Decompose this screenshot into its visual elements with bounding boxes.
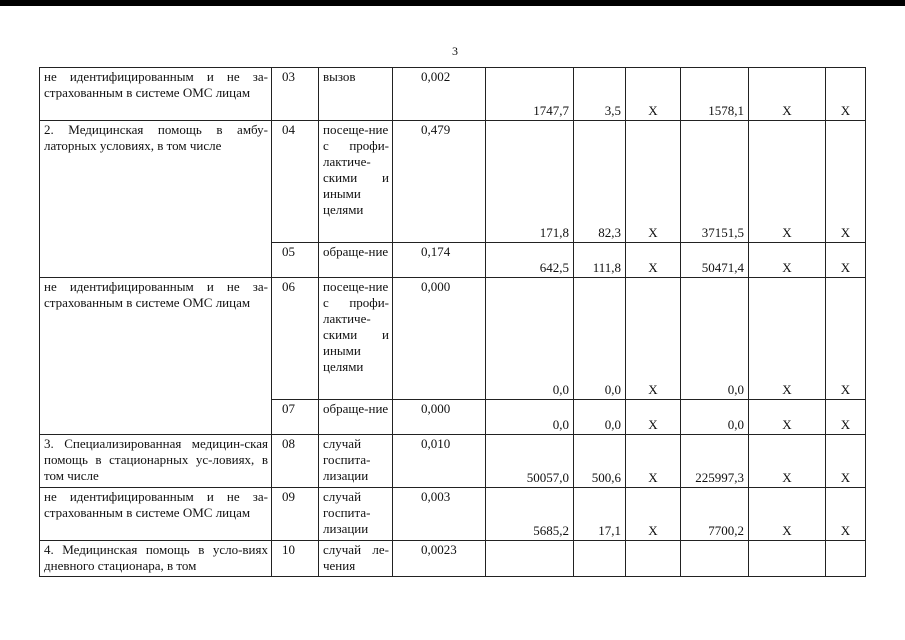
row-value-4: 225997,3 — [681, 435, 749, 488]
row-value-4 — [681, 541, 749, 577]
row-value-5: Х — [749, 68, 826, 121]
tariff-table — [39, 67, 866, 577]
row-code: 03 — [272, 68, 319, 121]
scan-top-edge — [0, 0, 905, 6]
row-value-5: Х — [749, 243, 826, 278]
row-value-6: Х — [826, 435, 866, 488]
table-row — [40, 121, 866, 243]
row-norm: 0,010 — [393, 435, 486, 488]
table-row — [40, 278, 866, 400]
row-value-3: Х — [626, 278, 681, 400]
row-name: 3. Специализированная медицин-ская помощь в стационарных ус-ловиях, в том числе — [40, 435, 272, 488]
row-value-1: 5685,2 — [486, 488, 574, 541]
row-value-3: Х — [626, 121, 681, 243]
row-value-5: Х — [749, 400, 826, 435]
row-unit: посеще-ние с профи-лактиче-скими и иными целями — [319, 121, 393, 243]
row-name: 4. Медицинская помощь в усло-виях дневного стационара, в том — [40, 541, 272, 577]
row-value-2: 82,3 — [574, 121, 626, 243]
row-value-3: Х — [626, 400, 681, 435]
row-norm: 0,0023 — [393, 541, 486, 577]
row-norm: 0,000 — [393, 278, 486, 400]
row-value-6: Х — [826, 278, 866, 400]
row-value-5: Х — [749, 488, 826, 541]
row-name: 2. Медицинская помощь в амбу-латорных условиях, в том числе — [40, 121, 272, 278]
row-name: не идентифицированным и не за-страхованным в системе ОМС лицам — [40, 488, 272, 541]
row-norm: 0,000 — [393, 400, 486, 435]
row-name: не идентифицированным и не за-страхованным в системе ОМС лицам — [40, 278, 272, 435]
row-value-1: 1747,7 — [486, 68, 574, 121]
row-value-5 — [749, 541, 826, 577]
row-unit: посеще-ние с профи-лактиче-скими и иными целями — [319, 278, 393, 400]
row-unit: обраще-ние — [319, 243, 393, 278]
row-value-2: 3,5 — [574, 68, 626, 121]
row-name: не идентифицированным и не за-страхованным в системе ОМС лицам — [40, 68, 272, 121]
page-number: 3 — [452, 44, 458, 58]
row-value-6 — [826, 541, 866, 577]
row-code: 05 — [272, 243, 319, 278]
row-value-1 — [486, 541, 574, 577]
row-value-3: Х — [626, 435, 681, 488]
row-code: 04 — [272, 121, 319, 243]
row-value-1: 171,8 — [486, 121, 574, 243]
row-value-3 — [626, 541, 681, 577]
row-value-6: Х — [826, 488, 866, 541]
row-value-3: Х — [626, 68, 681, 121]
row-value-2: 0,0 — [574, 278, 626, 400]
table-row — [40, 435, 866, 488]
row-value-2: 500,6 — [574, 435, 626, 488]
row-value-5: Х — [749, 278, 826, 400]
row-value-4: 0,0 — [681, 278, 749, 400]
row-value-5: Х — [749, 121, 826, 243]
row-value-4: 7700,2 — [681, 488, 749, 541]
row-norm: 0,003 — [393, 488, 486, 541]
row-unit: случай госпита-лизации — [319, 488, 393, 541]
row-value-4: 1578,1 — [681, 68, 749, 121]
row-value-6: Х — [826, 243, 866, 278]
row-value-3: Х — [626, 488, 681, 541]
row-norm: 0,002 — [393, 68, 486, 121]
row-value-5: Х — [749, 435, 826, 488]
row-value-2: 17,1 — [574, 488, 626, 541]
row-value-4: 37151,5 — [681, 121, 749, 243]
row-norm: 0,479 — [393, 121, 486, 243]
row-value-1: 642,5 — [486, 243, 574, 278]
row-code: 06 — [272, 278, 319, 400]
row-value-6: Х — [826, 400, 866, 435]
table-row — [40, 68, 866, 121]
row-value-2 — [574, 541, 626, 577]
row-value-1: 0,0 — [486, 400, 574, 435]
row-value-2: 0,0 — [574, 400, 626, 435]
row-code: 09 — [272, 488, 319, 541]
table-row — [40, 541, 866, 577]
row-code: 10 — [272, 541, 319, 577]
row-unit: обраще-ние — [319, 400, 393, 435]
row-value-1: 50057,0 — [486, 435, 574, 488]
row-value-6: Х — [826, 68, 866, 121]
row-value-2: 111,8 — [574, 243, 626, 278]
row-value-4: 50471,4 — [681, 243, 749, 278]
row-value-6: Х — [826, 121, 866, 243]
row-value-3: Х — [626, 243, 681, 278]
row-norm: 0,174 — [393, 243, 486, 278]
row-value-1: 0,0 — [486, 278, 574, 400]
row-code: 07 — [272, 400, 319, 435]
row-code: 08 — [272, 435, 319, 488]
row-unit: случай ле-чения — [319, 541, 393, 577]
row-unit: вызов — [319, 68, 393, 121]
row-value-4: 0,0 — [681, 400, 749, 435]
table-row — [40, 488, 866, 541]
row-unit: случай госпита-лизации — [319, 435, 393, 488]
